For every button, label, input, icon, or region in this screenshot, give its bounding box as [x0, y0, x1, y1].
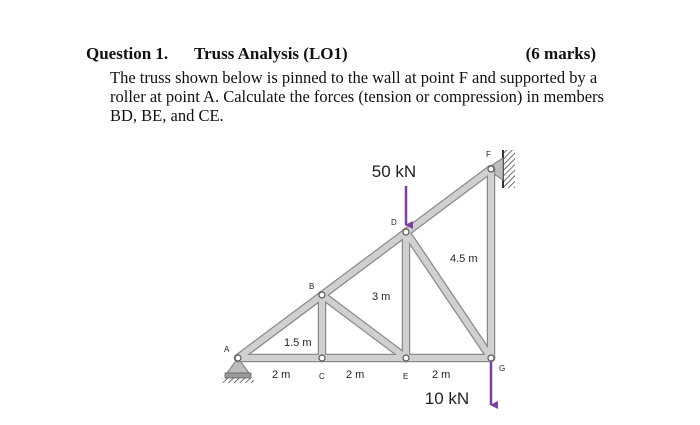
joint-d [403, 229, 409, 235]
dim-span-ce: 2 m [346, 369, 365, 381]
node-label-a: A [224, 345, 230, 354]
question-body-line: BD, BE, and CE. [110, 106, 224, 125]
dim-height-bc: 1.5 m [284, 337, 312, 349]
dim-span-ac: 2 m [272, 369, 291, 381]
node-label-c: C [319, 372, 325, 381]
dim-span-eg: 2 m [432, 369, 451, 381]
dim-height-de: 3 m [372, 291, 391, 303]
node-label-f: F [486, 150, 491, 159]
load-label-bottom: 10 kN [424, 389, 470, 408]
joint-g [488, 355, 494, 361]
question-body-line: roller at point A. Calculate the forces (tension or compression) in members [110, 87, 604, 106]
question-title: Truss Analysis (LO1) [194, 44, 348, 63]
question-body-line: The truss shown below is pinned to the wall at point F and supported by a [110, 68, 598, 87]
joint-b [319, 292, 325, 298]
node-label-g: G [499, 364, 506, 373]
dim-height-fg: 4.5 m [450, 253, 478, 265]
joint-a [235, 355, 241, 361]
joint-f [488, 166, 494, 172]
load-label-top: 50 kN [371, 162, 417, 181]
joint-e [403, 355, 409, 361]
joint-c [319, 355, 325, 361]
question-marks: (6 marks) [525, 44, 596, 63]
node-label-b: B [309, 282, 315, 291]
node-label-e: E [403, 372, 409, 381]
node-label-d: D [391, 218, 397, 227]
question-number: Question 1. [86, 44, 169, 63]
